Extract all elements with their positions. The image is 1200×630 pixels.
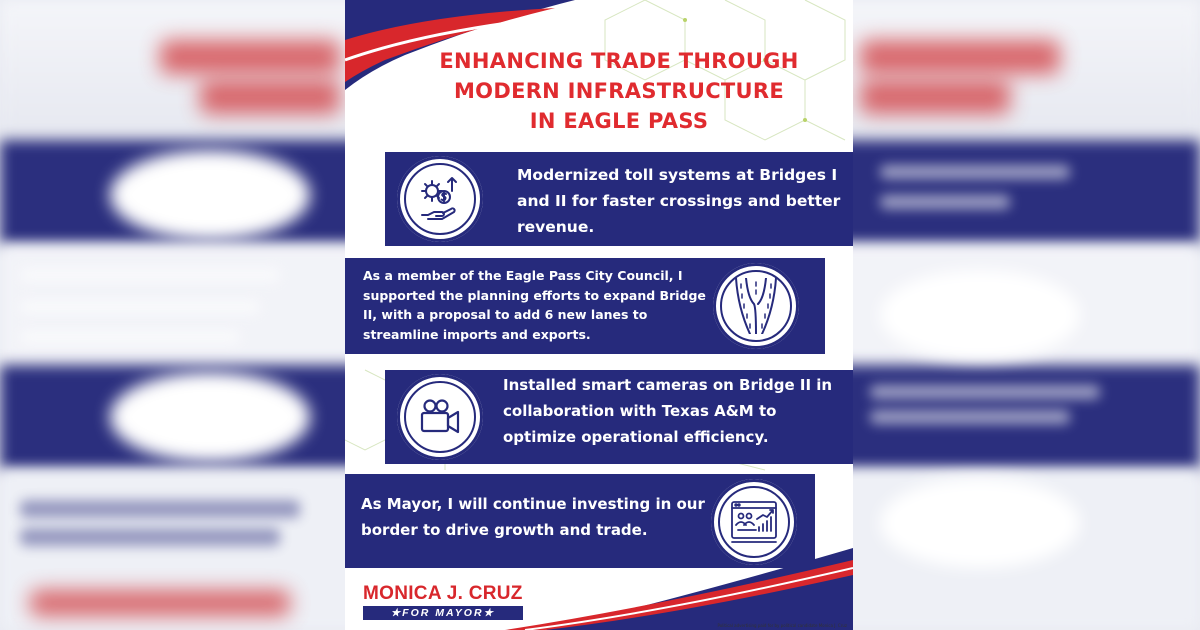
bg-text-blur: [20, 330, 240, 344]
bg-text-blur: [870, 385, 1100, 399]
bg-text-blur: [20, 500, 300, 518]
bg-text-blur: [20, 528, 280, 546]
icon-badge: [397, 156, 483, 242]
item-text: As Mayor, I will continue investing in our border to drive growth and trade.: [361, 495, 705, 539]
disclaimer: Political advertising paid for by political candidate Monica J. Cruz: [717, 623, 847, 628]
accomplishment-band: [385, 370, 853, 464]
bg-title-blur: [200, 80, 340, 114]
bg-title-blur: [860, 40, 1060, 74]
highway-lanes-icon: [728, 278, 784, 334]
candidate-name: MONICA J. CRUZ: [363, 583, 523, 604]
title-line: MODERN INFRASTRUCTURE: [453, 79, 784, 103]
icon-badge: [711, 479, 797, 565]
bg-text-blur: [880, 195, 1010, 209]
item-text: Installed smart cameras on Bridge II in collaboration with Texas A&M to optimize operational efficiency.: [503, 376, 833, 446]
bg-icon-blur: [110, 150, 310, 240]
item-text: Modernized toll systems at Bridges I and II for faster crossings and better revenue.: [517, 166, 841, 236]
video-camera-icon: [417, 394, 463, 440]
title-line: IN EAGLE PASS: [529, 109, 709, 133]
accomplishment-band: [345, 474, 815, 568]
bg-title-blur: [160, 40, 340, 74]
title-line: ENHANCING TRADE THROUGH: [439, 49, 799, 73]
bg-text-blur: [880, 165, 1070, 179]
campaign-logo: [363, 584, 523, 620]
bg-icon-blur: [110, 372, 310, 462]
bg-icon-blur: [880, 478, 1080, 568]
bg-title-blur: [860, 80, 1010, 114]
campaign-poster: [345, 0, 853, 630]
bg-text-blur: [20, 300, 260, 314]
icon-badge: [397, 374, 483, 460]
bg-logo-blur: [30, 590, 290, 616]
growth-chart-icon: [729, 497, 779, 547]
bg-text-blur: [20, 268, 280, 282]
accomplishment-band: [345, 258, 825, 354]
toll-money-gear-icon: [416, 175, 464, 223]
icon-badge: [713, 263, 799, 349]
bg-text-blur: [870, 410, 1070, 424]
item-text: As a member of the Eagle Pass City Council, I supported the planning efforts to expand Bridge II, with a proposal to add 6 new lanes to streamline imports and exports.: [363, 268, 706, 342]
bg-icon-blur: [880, 270, 1080, 360]
accomplishment-band: [385, 152, 853, 246]
candidate-subtitle: ★FOR MAYOR★: [363, 606, 523, 620]
page-title: [405, 46, 833, 136]
